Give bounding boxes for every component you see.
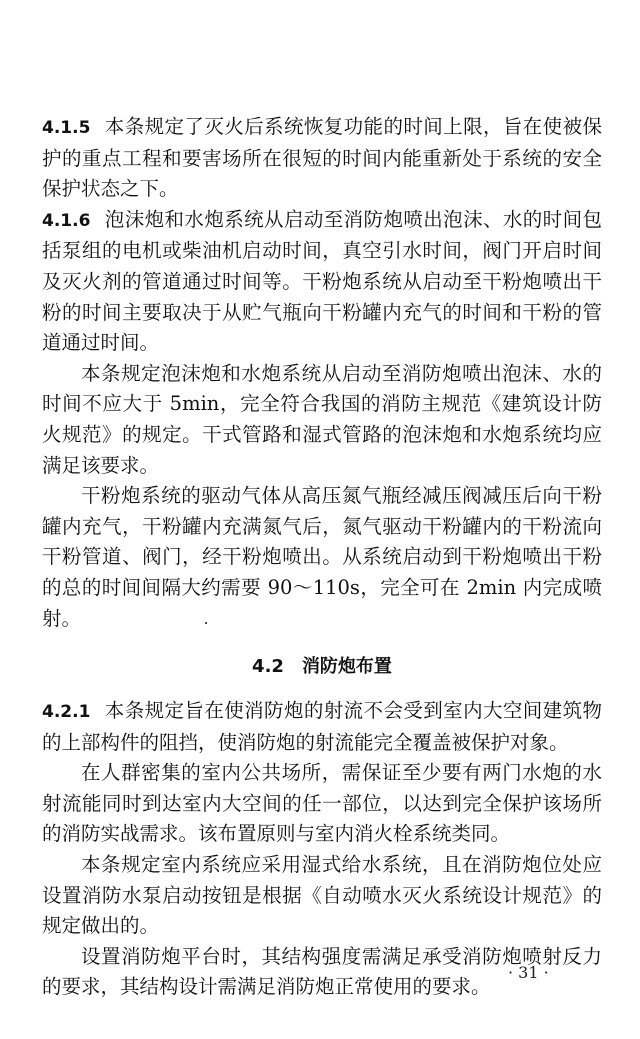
section-heading-number: 4.2 — [252, 656, 284, 678]
page-number: · 31 · — [508, 963, 549, 982]
section-heading-title: 消防炮布置 — [301, 656, 392, 678]
clause-4-1-5 — [42, 112, 602, 205]
paragraph: 设置消防炮平台时，其结构强度需满足承受消防炮喷射反力的要求，其结构设计需满足消防炮正常使用的要求。 — [42, 944, 602, 999]
clause-4-1-6 — [42, 205, 602, 359]
clause-text: 本条规定旨在使消防炮的射流不会受到室内大空间建筑物的上部构件的阻挡，使消防炮的射流能完全覆盖被保护对象。 — [42, 699, 602, 754]
print-speck — [205, 622, 207, 624]
clause-text: 本条规定了灭火后系统恢复功能的时间上限，旨在使被保护的重点工程和要害场所在很短的时间内能重新处于系统的安全保护状态之下。 — [42, 115, 602, 201]
clause-4-2-1 — [42, 696, 602, 758]
paragraph: 本条规定泡沫炮和水炮系统从启动至消防炮喷出泡沫、水的时间不应大于 5min，完全符合我国的消防主规范《建筑设计防火规范》的规定。干式管路和湿式管路的泡沫炮和水炮系统均应满足该要求。 — [42, 361, 602, 477]
paragraph: 本条规定室内系统应采用湿式给水系统，且在消防炮位处应设置消防水泵启动按钮是根据《自动喷水灭火系统设计规范》的规定做出的。 — [42, 853, 602, 938]
section-heading — [42, 652, 602, 682]
document-body — [42, 112, 602, 1003]
paragraph: 干粉炮系统的驱动气体从高压氮气瓶经减压阀减压后向干粉罐内充气，干粉罐内充满氮气后，氮气驱动干粉罐内的干粉流向干粉管道、阀门，经干粉炮喷出。从系统启动到干粉炮喷出干粉的总的时间间隔大约需要 90～110s，完全可在 2min 内完成喷射。 — [42, 484, 602, 630]
clause-number: 4.1.6 — [42, 210, 91, 231]
paragraph: 在人群密集的室内公共场所，需保证至少要有两门水炮的水射流能同时到达室内大空间的任一部位，以达到完全保护该场所的消防实战需求。该布置原则与室内消火栓系统类同。 — [42, 761, 602, 846]
clause-number: 4.1.5 — [42, 118, 91, 138]
clause-number: 4.2.1 — [42, 702, 91, 723]
clause-text: 泡沫炮和水炮系统从启动至消防炮喷出泡沫、水的时间包括泵组的电机或柴油机启动时间，真空引水时间，阀门开启时间及灭火剂的管道通过时间等。干粉炮系统从启动至干粉炮喷出干粉的时间主要取决于从贮气瓶向干粉罐内充气的时间和干粉的管道通过时间。 — [42, 207, 602, 355]
